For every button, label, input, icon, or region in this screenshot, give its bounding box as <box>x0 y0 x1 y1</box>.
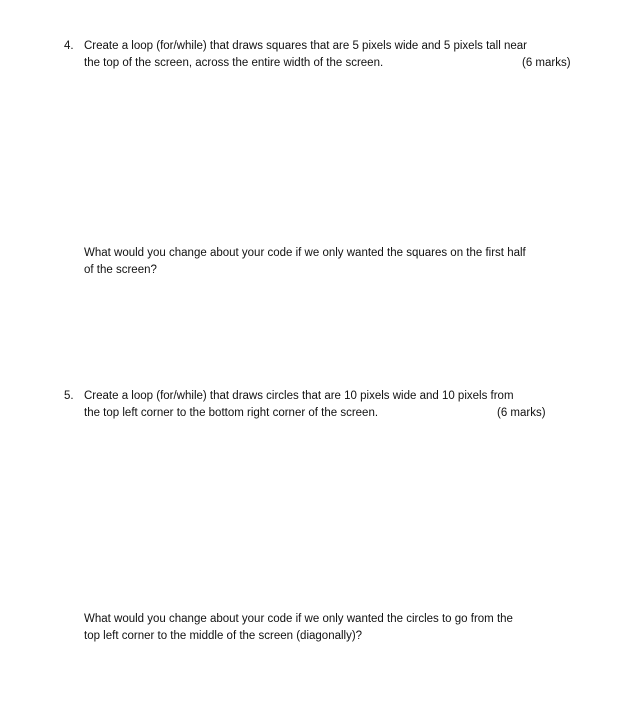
followup-line: What would you change about your code if we only wanted the squares on the first half <box>84 247 526 259</box>
followup-line: What would you change about your code if we only wanted the circles to go from the <box>84 613 513 625</box>
question-line-with-marks <box>84 405 554 422</box>
question-line: Create a loop (for/while) that draws circles that are 10 pixels wide and 10 pixels from <box>84 390 514 402</box>
followup-line: top left corner to the middle of the screen (diagonally)? <box>84 629 363 642</box>
question-line: the top left corner to the bottom right corner of the screen. <box>84 406 379 419</box>
marks-label: (6 marks) <box>522 56 571 69</box>
question-line: Create a loop (for/while) that draws squares that are 5 pixels wide and 5 pixels tall near <box>84 40 527 52</box>
question-number: 5. <box>64 390 74 402</box>
followup-line: of the screen? <box>84 263 157 276</box>
question-line-with-marks <box>84 55 571 72</box>
question-4-followup <box>84 245 564 278</box>
question-line: the top of the screen, across the entire width of the screen. <box>84 56 384 69</box>
question-5-followup <box>84 611 564 644</box>
question-text <box>84 388 554 421</box>
question-text <box>84 38 571 71</box>
question-number: 4. <box>64 40 74 52</box>
marks-label: (6 marks) <box>497 406 546 419</box>
